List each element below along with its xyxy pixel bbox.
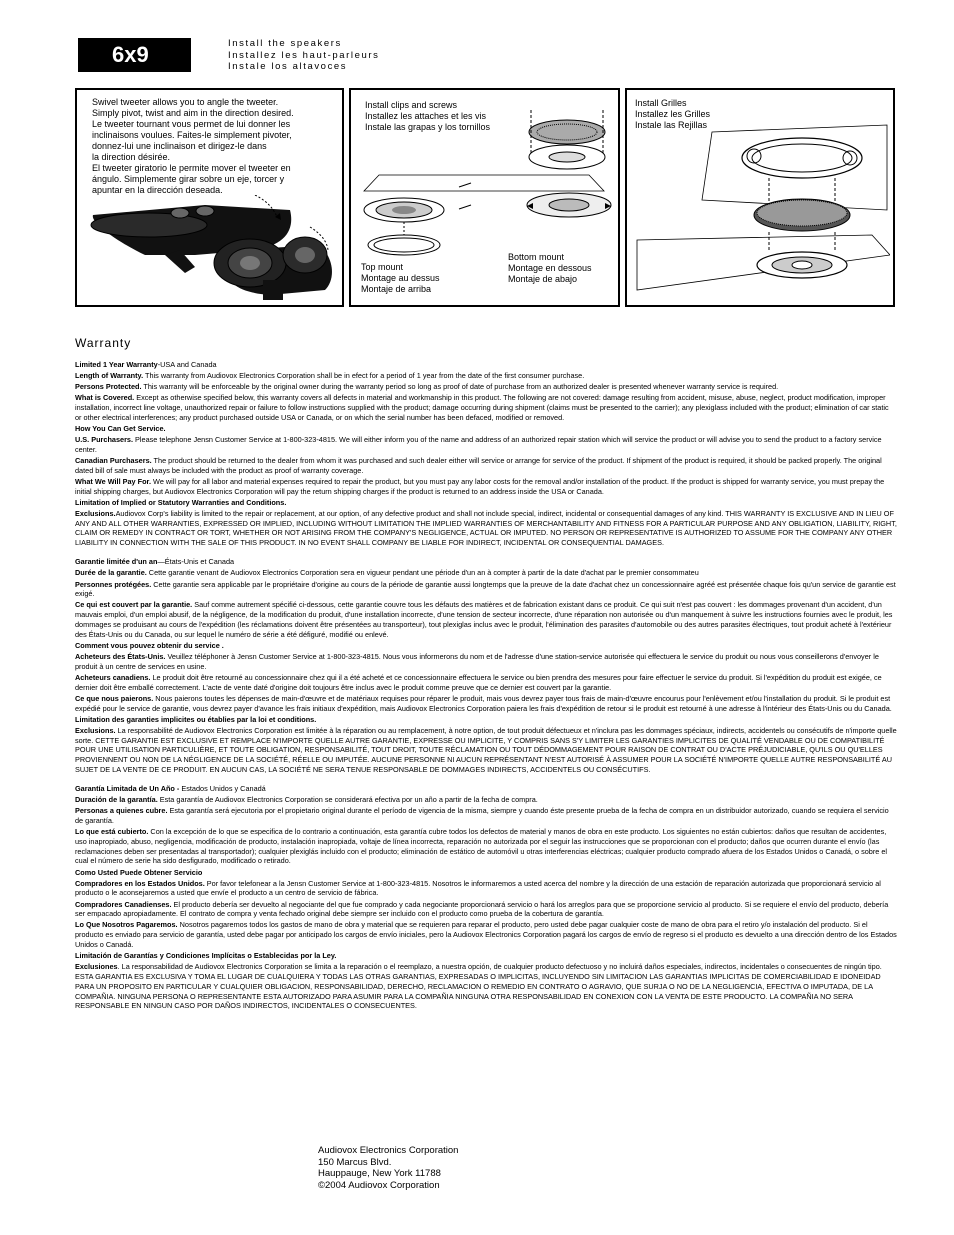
size-badge: 6x9 [78,38,191,72]
warranty-paragraph [75,424,897,434]
warranty-paragraph-text: Veuillez téléphoner à Jensn Customer Service at 1-800-323-4815. Nous vous informerons du nom et de l'adresse d'une station-service autorisée qui effectuera le service du produit ou nous vous conseillerons d'envoyer le produit à un centre de services en usine. [75,651,879,671]
warranty-paragraph [75,498,897,508]
warranty-paragraph [75,795,897,805]
warranty-paragraph-heading: Duración de la garantía. [75,795,158,805]
warranty-paragraph [75,456,897,476]
warranty-paragraph-text: Cette garantie venant de Audiovox Electronics Corporation sera en vigueur pendant une période d'un an à compter à partir de la date d'achat par le premier consommateu [146,568,699,578]
warranty-paragraph-text: Esta garantía de Audiovox Electronics Corporation se considerará efectiva por un año a partir de la fecha de compra. [157,795,538,805]
tweeter-line: Simply pivot, twist and aim in the direction desired. [92,108,294,118]
tweeter-line: Le tweeter tournant vous permet de lui donner les [92,119,291,129]
install-titles [228,38,379,73]
warranty-paragraph [75,568,897,578]
warranty-paragraph-heading: Length of Warranty. [75,371,144,381]
warranty-paragraph-heading: Exclusions. [75,508,116,518]
warranty-paragraph [75,868,897,878]
warranty-paragraph [75,509,897,548]
warranty-paragraph-text: Audiovox Corp's liability is limited to the repair or replacement, at our option, of any defective product and shall not include special, indirect, incidental or consequential damages of any kind. THIS WARRANTY IS EXCLUSIVE AND IN LIEU OF ANY AND ALL OTHER WARRANTIES, EXPRESSED OR IMPLIED, INCLUDING WITHOUT LIMITATION THE IMPLIED WARRANTIES OF MERCHANTABILITY AND FITNESS FOR A PARTICULAR PURPOSE AND ANY OBLIGATION, LIABILITY, RIGHT, CLAIM OR REMEDY IN CONTRACT OR TORT, WHETHER OR NOT ARISING FROM THE COMPANY'S NEGLIGENCE, ACTUAL OR IMPUTED. NO PERSON OR REPRESENTATIVE IS AUTHORIZED TO ASSUME FOR THE COMPANY ANY OTHER LIABILITY IN CONNECTION WITH THE SALE OF THIS PRODUCT. IN NO EVENT SHALL COMPANY BE LIABLE FOR INDIRECT, INCIDENTAL OR CONSEQUENTIAL DAMAGES. [75,508,897,548]
address-line: 150 Marcus Blvd. [318,1156,392,1168]
install-title-fr: Installez les haut-parleurs [228,49,380,61]
warranty-paragraph-heading: Ce que nous paierons. [75,693,154,703]
warranty-french [75,557,897,774]
warranty-paragraph-heading: U.S. Purchasers. [75,435,133,445]
bottom-mount-label [508,252,592,285]
warranty-paragraph [75,641,897,651]
grilles-title-en: Install Grilles [635,98,687,108]
grille-diagram [632,120,890,305]
warranty-paragraph-text: Estados Unidos y Canadá [179,784,266,794]
warranty-paragraph-text: Please telephone Jensn Customer Service at 1-800-323-4815. We will either inform you of the name and address of an authorized repair station which will service the product or will advise you to send the product to a factory service center. [75,435,882,454]
top-mount-fr: Montage au dessus [361,273,440,283]
warranty-paragraph-heading: Personnes protégées. [75,579,152,589]
warranty-paragraph-text: . La responsabilidad de Audiovox Electronics Corporation se limita a la reparación o el reemplazo, a nuestra opción, de cualquier producto defectuoso y no incluirá daños especiales, indirectos, incidentales o consecuentes de ningún tipo. ESTA GARANTIA ES EXCLUSIVA Y TOMA EL LUGAR DE CUALQUIERA Y TODAS LAS OTRAS GARANTIAS, EXPRESADAS O IMPLICITAS, INCLUYENDO SIN LIMITACION LAS GARANTIAS IMPLICITAS DE COMERCIABILIDAD E IDONEIDAD PARA UN PROPOSITO EN PARTICULAR Y CUALQUIER OBLIGACION, RESPONSABILIDAD, DERECHO, RECLAMACION O REMEDIO EN CONTRATO O AGRAVIO, QUE SURJA O NO DE LA NEGLIGENCIA, EFECTIVA O IMPUTADA, DE LA COMPAÑIA. NINGUNA PERSONA O REPRESENTANTE ESTA AUTORIZADO PARA ASUMIR PARA LA COMPAÑIA NINGUNA OTRA RESPONSABILIDAD EN CONEXION CON LA VENTA DE ESTE PRODUCTO. LA COMPAÑIA NO SERA RESPONSABLE EN NINGUN CASO POR DAÑOS INDIRECTOS, INCIDENTALES O CONSECUENTES. [75,962,882,1011]
warranty-paragraph [75,580,897,600]
warranty-heading: Warranty [75,336,132,350]
warranty-paragraph-text: Nous paierons toutes les dépenses de main-d'œuvre et de matériaux requises pour réparer le produit, mais vous devrez payer tous frais de main-d'œuvre encourus pour l'enlèvement et/ou l'installation du produit. Si le produit est expédié pour le service de garantie, vous devrez payer d'avance les frais initiaux d'expédition, mais Audiovox Electronics Corporation paiera les frais d'expédition de retour si le produit est retourné à une adresse à l'intérieur des États-Unis ou du Canada. [75,693,892,713]
warranty-paragraph-text: La responsabilité de Audiovox Electronics Corporation est limitée à la réparation ou au remplacement, à notre option, de tout produit défectueux et n'inclura pas les dommages spéciaux, indirects, accidentels ou consécutifs de n'importe quelle sorte. CETTE GARANTIE EST EXCLUSIVE ET REMPLACE N'IMPORTE QUELLE AUTRE GARANTIE, EXPRESSE OU IMPLICITE, Y COMPRIS SANS S'Y LIMITER LES GARANTIES IMPLICITES DE QUALITÉ VENDABLE OU DE COMPATIBILITÉ POUR UNE UTILISATION PARTICULIÈRE, ET TOUTE OBLIGATION, RESPONSABILITÉ, TOUT DROIT, TOUTE RÉCLAMATION OU TOUT DÉDOMMAGEMENT POUR RAISON DE CONTRAT OU D'ACTE PRÉJUDICIABLE, QU'ILS OU QU'ELLES PROVIENNENT OU NON DE LA NÉGLIGENCE DE LA SOCIÉTÉ, RÉELLE OU IMPUTÉE. AUCUNE PERSONNE NI AUCUN REPRÉSENTANT N'EST AUTORISÉ À ASSUMER POUR LA SOCIÉTÉ N'IMPORTE QUELLE AUTRE RESPONSABILITÉ AU SUJET DE LA VENTE DE CE PRODUIT. EN AUCUN CAS, LA SOCIÉTÉ NE SERA TENUE RESPONSABLE DE DOMMAGES INDIRECTS, ACCIDENTELS OU CONSÉCUTIFS. [75,725,897,774]
warranty-paragraph-text: This warranty will be enforceable by the original owner during the warranty period so long as proof of date of purchase from an authorized dealer is presented whenever warranty service is required. [141,382,779,392]
warranty-paragraph-text: Sauf comme autrement spécifié ci-dessous, cette garantie couvre tous les défauts des matières et de fabrication existant dans ce produit. Ce qui suit n'est pas couvert : les dommages provenant d'un accident, d'un mauvais emploi, d'un emploi abusif, de la négligence, de la modification du produit, d'une installation incorrecte, d'une tension de secteur incorrecte, d'une réparation non autorisée ou d'un manquement à suivre les instructions fournies avec le produit, les dommages se produisant au cours de l'expédition (les réclamations doivent être présentées au transporteur), tout plexiglas inclus avec le produit, l'élimination des parasites d'automobile ou des autres parasites électriques, tout produit acheté à l'extérieur des États-Unis ou du Canada, ou sur lequel le numéro de série a été défiguré, modifié ou enlevé. [75,600,893,639]
warranty-paragraph-heading: Compradores Canadienses. [75,899,172,909]
warranty-paragraph-text: Cette garantie sera applicable par le propriétaire d'origine au cours de la période de garantie aussi longtemps que la preuve de la date d'achat chez un concessionnaire agréé est présentée chaque fois qu'un service de garantie est exigé. [75,579,896,599]
warranty-paragraph-text: Nosotros pagaremos todos los gastos de mano de obra y material que se requieren para reparar el producto, pero usted debe pagar cualquier coste de mano de obra para el retiro y/o instalación del producto. Si el producto es enviado para servicio de garantía, usted debe pagar por anticipado los cargos de envío iniciales, pero la Audiovox Electronics Corporation pagará los cargos de envío de regreso si el producto es devuelto a una dirección dentro de los Estados Unidos o Canadá. [75,920,897,950]
warranty-paragraph [75,827,897,866]
warranty-paragraph [75,900,897,920]
tweeter-line: ángulo. Simplemente girar sobre un eje, torcer y [92,174,285,184]
warranty-paragraph [75,806,897,826]
warranty-paragraph-heading: Exclusiones [75,962,118,972]
warranty-paragraph-heading: Garantía Limitada de Un Año - [75,784,180,794]
warranty-paragraph-text: —États-Unis et Canada [157,557,235,567]
warranty-paragraph-text: -USA and Canada [157,360,217,369]
warranty-paragraph-heading: Compradores en los Estados Unidos. [75,878,205,888]
bottom-mount-es: Montaje de abajo [508,274,578,284]
top-mount-es: Montaje de arriba [361,284,432,294]
warranty-paragraph [75,435,897,455]
warranty-paragraph-text: Except as otherwise specified below, this warranty covers all defects in material and workmanship in this product. The following are not covered: damage resulting from accident, misuse, abuse, neglect, product modification, improper installation, incorrect line voltage, unauthorized repair or failure to follow instructions supplied with the product; damage occurring during shipment (claims must be presented to the carrier); any plexiglass included with the product; elimination of car static or other electrical interferences; any product purchased outside USA or Canada, or on which the serial number has been defaced, modified or removed. [75,393,889,422]
grilles-title-es: Instale las Rejillas [635,120,708,130]
warranty-english [75,360,897,548]
warranty-paragraph-text: Con la excepción de lo que se especifica de lo contrario a continuación, esta garantía cubre todos los defectos de material y manos de obra en este producto. Los siguientes no están cubiertos: daños que resultan de accidentes, uso inapropiado, abuso, negligencia, modificación de producto, instalación inapropiada, voltaje de línea incorrecta, reparación no autorizada por el seguir las instrucciones que se proporcionan con el producto; daños que ocurren durante el envío (las reclamaciones deben ser presentadas al transportador); cualquier plexiglás incluido con el producto; eliminación de estático de automóvil u otras interferencias eléctricas; cualquier producto comprado afuera de los Estados Unidos o Canadá, o sobre el cual el número de serie ha sido desfigurado, modificado o retirado. [75,827,888,866]
clips-title-es: Instale las grapas y los tornillos [365,122,491,132]
warranty-paragraph [75,477,897,497]
install-title-en: Install the speakers [228,38,342,49]
warranty-paragraph-text: We will pay for all labor and material expenses required to repair the product, but you must pay any labor costs for the removal and/or installation of the product. If the product is shipped for warranty service, you must prepay the initial shipping charges, but Audiovox Electronics Corporation will pay the return shipping charges if the product is returned to an address inside the USA or Canada. [75,476,885,496]
clips-title-en: Install clips and screws [365,100,458,110]
mounting-diagram [359,105,614,260]
warranty-paragraph [75,726,897,775]
warranty-paragraph [75,694,897,714]
warranty-paragraph [75,951,897,961]
speaker-illustration [85,195,340,305]
warranty-paragraph-heading: Acheteurs canadiens. [75,672,151,682]
warranty-paragraph-heading: Ce qui est couvert par la garantie. [75,600,193,610]
warranty-paragraph-heading: Comment vous pouvez obtenir du service . [75,640,224,650]
warranty-paragraph [75,393,897,422]
top-mount-label [361,262,440,295]
warranty-paragraph-heading: Limitación de Garantías y Condiciones Implícitas o Establecidas por la Ley. [75,951,337,961]
warranty-paragraph-text: The product should be returned to the dealer from whom it was purchased and such dealer either will service or arrange for service of the product. If shipment of the product is required, it should be packed properly. The original dated bill of sale must always be included with the product as proof of warranty coverage. [75,455,882,475]
warranty-paragraph-heading: Como Usted Puede Obtener Servicio [75,867,203,877]
warranty-body [75,360,897,1013]
warranty-paragraph-heading: Durée de la garantie. [75,568,147,578]
warranty-paragraph [75,784,897,794]
warranty-paragraph [75,600,897,639]
warranty-paragraph-heading: How You Can Get Service. [75,423,166,433]
top-mount-en: Top mount [361,262,404,272]
warranty-paragraph-heading: Exclusions. [75,725,116,735]
grilles-title-fr: Installez les Grilles [635,109,711,119]
grilles-panel [625,88,895,307]
warranty-paragraph-text: El producto debería ser devuelto al negociante del que fue comprado y cada negociante proporcionará servicio o hará los arreglos para que se proporcione servicio al producto. Si se requiere el envío del producto, debería ser empacado apropiadamente. El contrato de compra y venta fechado original debe siempre ser incluido con el producto como prueba de la cobertura de garantía. [75,899,889,919]
warranty-paragraph-text: Esta garantía será ejecutoria por el propietario original durante el período de vigencia de la misma, siempre y cuando éste presente prueba de la fecha de compra en un distribuidor autorizado, cuando se requiera el servicio de garantía. [75,806,889,825]
warranty-paragraph-text: This warranty from Audiovox Electronics Corporation shall be in efect for a period of 1 year from the date of the first consumer purchase. [143,371,585,381]
warranty-paragraph-heading: Lo que está cubierto. [75,827,149,837]
tweeter-text [92,97,307,196]
company-address [318,1145,458,1191]
clips-title-fr: Installez les attaches et les vis [365,111,487,121]
warranty-paragraph-heading: Garantie limitée d'un an [75,557,158,567]
copyright: ©2004 Audiovox Corporation [318,1179,440,1191]
bottom-mount-en: Bottom mount [508,252,565,262]
warranty-paragraph [75,715,897,725]
warranty-paragraph-heading: Lo Que Nosotros Pagaremos. [75,920,178,930]
warranty-paragraph-heading: What is Covered. [75,393,135,403]
tweeter-line: Swivel tweeter allows you to angle the tweeter. [92,97,279,107]
address-line: Audiovox Electronics Corporation [318,1145,459,1156]
bottom-mount-fr: Montage en dessous [508,263,592,273]
tweeter-line: El tweeter giratorio le permite mover el tweeter en [92,163,291,173]
tweeter-line: inclinaisons voulues. Faites-le simplement pivoter, [92,130,292,140]
warranty-paragraph-heading: Limited 1 Year Warranty [75,360,158,369]
warranty-paragraph [75,962,897,1011]
warranty-paragraph [75,673,897,693]
warranty-paragraph [75,920,897,949]
tweeter-line: apuntar en la dirección deseada. [92,185,223,195]
warranty-paragraph [75,382,897,392]
warranty-spanish [75,784,897,1011]
warranty-paragraph-heading: Personas a quienes cubre. [75,806,168,816]
warranty-paragraph-heading: Canadian Purchasers. [75,455,152,465]
warranty-paragraph [75,360,897,370]
tweeter-line: donnez-lui une inclinaison et dirigez-le dans [92,141,267,151]
warranty-paragraph-heading: Persons Protected. [75,382,142,392]
address-line: Hauppauge, New York 11788 [318,1168,441,1179]
warranty-paragraph [75,371,897,381]
warranty-paragraph-heading: Acheteurs des États-Unis. [75,651,166,661]
warranty-paragraph-text: Por favor telefonear a la Jensn Customer Service at 1-800-323-4815. Nosotros le informaremos a usted acerca del nombre y la dirección de una estación de reparación autorizada que proporcionará servicio al producto o le aconsejaremos a usted que envíe el producto a un centro de servicio de fábrica. [75,878,881,898]
warranty-paragraph-text: Le produit doit être retourné au concessionnaire chez qui il a été acheté et ce concessionnaire effectuera le service ou bien prendra des mesures pour faire effectuer le service du produit. Si l'expédition du produit est exigée, ce dernier doit être emballé correctement. L'acte de vente daté d'origine doit toujours être inclus avec le produit comme preuve que ce dernier est couvert par la garantie. [75,672,882,692]
warranty-paragraph [75,652,897,672]
warranty-paragraph-heading: Limitation des garanties implicites ou établies par la loi et conditions. [75,714,317,724]
tweeter-panel [75,88,344,307]
warranty-paragraph-heading: Limitation of Implied or Statutory Warranties and Conditions. [75,497,287,507]
install-title-es: Instale los altavoces [228,61,348,72]
warranty-paragraph [75,879,897,899]
warranty-paragraph-heading: What We Will Pay For. [75,476,152,486]
clips-panel [349,88,620,307]
tweeter-line: la direction désirée. [92,152,171,162]
warranty-paragraph [75,557,897,567]
